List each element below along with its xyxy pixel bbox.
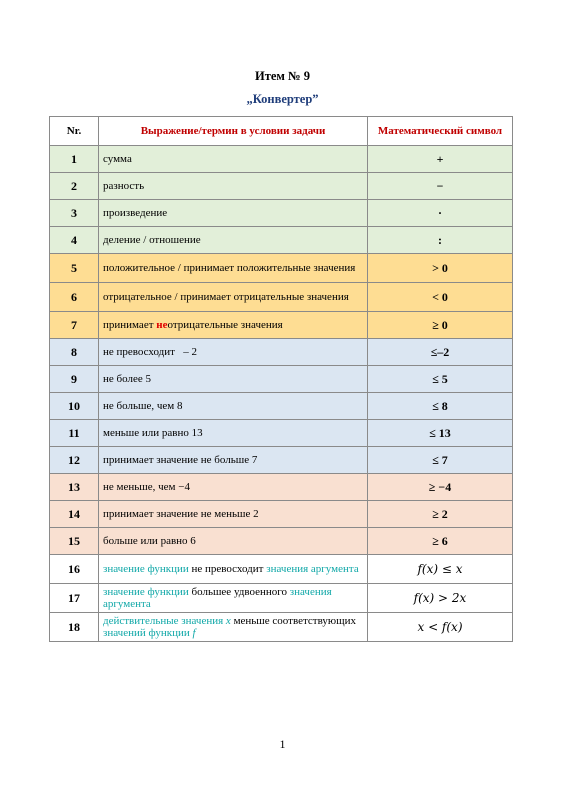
converter-table: [49, 116, 513, 642]
term-argument-value: значения аргумента: [103, 586, 332, 610]
row-number: 18: [50, 613, 99, 642]
row-expression: произведение: [99, 200, 368, 227]
header-expression: Выражение/термин в условии задачи: [99, 117, 368, 146]
table-row: [50, 312, 513, 339]
row-number: 10: [50, 393, 99, 420]
row-number: 15: [50, 528, 99, 555]
row-number: 2: [50, 173, 99, 200]
row-symbol: ≥ 0: [368, 312, 513, 339]
row-expression: положительное / принимает положительные значения: [99, 254, 368, 283]
row-expression-middle: большее удвоенного: [188, 586, 290, 598]
row-number: 5: [50, 254, 99, 283]
table-row: [50, 393, 513, 420]
row-symbol: ≤ 7: [368, 447, 513, 474]
table-row: [50, 200, 513, 227]
row-symbol: f(x) > 2x: [368, 584, 513, 613]
row-expression: не более 5: [99, 366, 368, 393]
row-symbol: ≥ 2: [368, 501, 513, 528]
row-expression-middle: меньше соответствующих: [230, 615, 356, 627]
row-expression: меньше или равно 13: [99, 420, 368, 447]
row-number: 8: [50, 339, 99, 366]
row-expression: отрицательное / принимает отрицательные значения: [99, 283, 368, 312]
row-expression: не меньше, чем −4: [99, 474, 368, 501]
table-row: [50, 283, 513, 312]
row-symbol: :: [368, 227, 513, 254]
row-symbol: ≤–2: [368, 339, 513, 366]
row-number: 3: [50, 200, 99, 227]
table-row: [50, 474, 513, 501]
table-row: [50, 501, 513, 528]
term-real-values: действительные значения: [103, 615, 226, 627]
term-argument-value: значения аргумента: [266, 563, 359, 575]
highlight-ne: не: [156, 319, 168, 331]
page-number: 1: [279, 737, 286, 751]
row-expression: не превосходит – 2: [99, 339, 368, 366]
row-number: 7: [50, 312, 99, 339]
table-row: [50, 555, 513, 584]
row-expression: [99, 312, 368, 339]
row-number: 17: [50, 584, 99, 613]
row-number: 6: [50, 283, 99, 312]
row-symbol: < 0: [368, 283, 513, 312]
row-symbol: +: [368, 146, 513, 173]
row-symbol: ≤ 8: [368, 393, 513, 420]
table-row: [50, 584, 513, 613]
row-expression-prefix: принимает: [103, 319, 157, 331]
item-title: Итем № 9: [255, 69, 310, 83]
row-number: 9: [50, 366, 99, 393]
term-function-values: значений функции: [103, 627, 193, 639]
row-number: 13: [50, 474, 99, 501]
table-row: [50, 254, 513, 283]
row-expression: принимает значение не меньше 2: [99, 501, 368, 528]
row-number: 14: [50, 501, 99, 528]
table-row: [50, 528, 513, 555]
table-row: [50, 146, 513, 173]
row-expression: больше или равно 6: [99, 528, 368, 555]
term-function-value: значение функции: [103, 586, 189, 598]
table-row: [50, 613, 513, 642]
header-nr: Nr.: [50, 117, 99, 146]
row-symbol: > 0: [368, 254, 513, 283]
row-symbol: ≤ 5: [368, 366, 513, 393]
row-expression: деление / отношение: [99, 227, 368, 254]
row-symbol: x < f(x): [368, 613, 513, 642]
term-variable-x: x: [225, 615, 231, 627]
row-expression: принимает значение не больше 7: [99, 447, 368, 474]
table-row: [50, 173, 513, 200]
table-row: [50, 366, 513, 393]
row-expression: [99, 555, 368, 584]
row-expression: [99, 613, 368, 642]
table-row: [50, 447, 513, 474]
table-row: [50, 420, 513, 447]
row-number: 1: [50, 146, 99, 173]
row-number: 16: [50, 555, 99, 584]
row-symbol: −: [368, 173, 513, 200]
table-row: [50, 227, 513, 254]
row-symbol: ≥ −4: [368, 474, 513, 501]
row-symbol: f(x) ≤ x: [368, 555, 513, 584]
row-expression: [99, 584, 368, 613]
row-number: 12: [50, 447, 99, 474]
term-function-value: значение функции: [103, 563, 189, 575]
header-symbol: Математический символ: [368, 117, 513, 146]
row-number: 4: [50, 227, 99, 254]
row-expression: не больше, чем 8: [99, 393, 368, 420]
row-number: 11: [50, 420, 99, 447]
row-symbol: ≥ 6: [368, 528, 513, 555]
item-subtitle: „Конвертер”: [246, 92, 319, 106]
row-expression: сумма: [99, 146, 368, 173]
row-symbol: ·: [368, 200, 513, 227]
row-expression-middle: не превосходит: [188, 563, 267, 575]
row-expression-suffix: отрицательные значения: [167, 319, 283, 331]
term-variable-f: f: [192, 627, 196, 639]
row-symbol: ≤ 13: [368, 420, 513, 447]
row-expression: разность: [99, 173, 368, 200]
table-row: [50, 339, 513, 366]
